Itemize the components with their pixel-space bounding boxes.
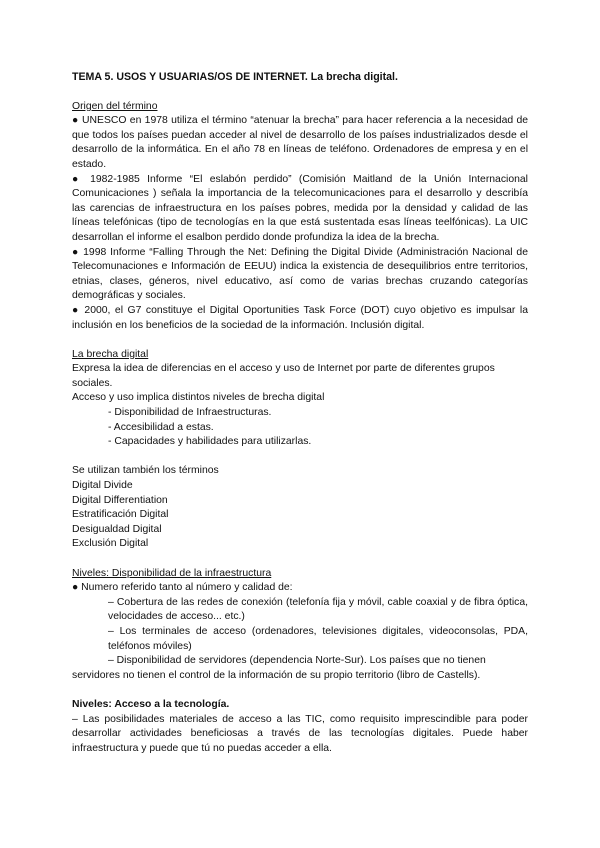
termino-item: Digital Divide [72, 480, 133, 492]
page-title: TEMA 5. USOS Y USUARIAS/OS DE INTERNET. La brecha digital. [72, 71, 398, 83]
section-heading-origen: Origen del término [72, 100, 158, 112]
infra-bullet: ● Numero referido tanto al número y calidad de: [72, 582, 293, 594]
acceso-text: – Las posibilidades materiales de acceso a las TIC, como requisito imprescindible para poder desarrollar actividades beneficiosas a través de las tecnologías digitales. Puede haber infraestructura y puede que tú no puedas acceder a ella. [72, 713, 528, 754]
document-page [72, 70, 528, 756]
brecha-acceso: Acceso y uso implica distintos niveles de brecha digital [72, 392, 325, 404]
termino-item: Desigualdad Digital [72, 523, 162, 535]
section-heading-acceso: Niveles: Acceso a la tecnología. [72, 698, 230, 710]
origen-bullet-4: ● 2000, el G7 constituye el Digital Oportunities Task Force (DOT) cuyo objetivo es impulsar la inclusión en los beneficios de la sociedad de la información. Inclusión digital. [72, 304, 528, 331]
termino-item: Digital Differentiation [72, 494, 168, 506]
brecha-intro: Expresa la idea de diferencias en el acceso y uso de Internet por parte de diferentes grupos sociales. [72, 363, 495, 389]
infra-item-terminales: – Los terminales de acceso (ordenadores, televisiones digitales, videoconsolas, PDA, teléfonos móviles) [108, 625, 528, 652]
section-heading-brecha: La brecha digital [72, 348, 149, 360]
infra-item-cobertura: – Cobertura de las redes de conexión (telefonía fija y móvil, cable coaxial y de fibra óptica, velocidades de acceso... etc.) [108, 596, 528, 623]
origen-bullet-1: ● UNESCO en 1978 utiliza el término “atenuar la brecha” para hacer referencia a la necesidad de que todos los países puedan acceder al nivel de desarrollo de los países industrializados desde el desarrollo de la informática. En el año 78 en líneas de teléfono. Ordenadores de empresa y en el estado. [72, 115, 528, 170]
origen-bullet-2: ● 1982-1985 Informe “El eslabón perdido” (Comisión Maitland de la Unión Internacional Comunicaciones ) señala la importancia de la telecomunicaciones para el desarrollo y describía las carencias de infraestructura en los países pobres, medida por la densidad y calidad de las líneas telefónicas (tipo de tecnologías en la que está sustentada esas líneas teelfónicas). La UIC desarrollan el informe el esalbon perdido donde profundiza la idea de la brecha. [72, 173, 528, 243]
termino-item: Exclusión Digital [72, 538, 149, 550]
brecha-item-1: - Disponibilidad de Infraestructuras. [108, 407, 272, 419]
origen-bullet-3: ● 1998 Informe “Falling Through the Net: Defining the Digital Divide (Administración Nacional de Telecomunaciones e Información de EEUU) indica la existencia de desequilibrios entre territorios, etnias, clases, géneros, nivel educativo, así como de varias brechas cruzando categorías demográficas y sociales. [72, 246, 528, 302]
infra-item-servidores: – Disponibilidad de servidores (dependencia Norte-Sur). Los países que no tienen [108, 655, 486, 667]
terminos-intro: Se utilizan también los términos [72, 465, 219, 477]
section-heading-infraestructura: Niveles: Disponibilidad de la infraestructura [72, 567, 272, 579]
brecha-item-3: - Capacidades y habilidades para utilizarlas. [108, 436, 312, 448]
brecha-item-2: - Accesibilidad a estas. [108, 421, 214, 433]
infra-item-servidores-cont: servidores no tienen el control de la información de su propio territorio (libro de Castells). [72, 669, 481, 681]
termino-item: Estratificación Digital [72, 509, 169, 521]
